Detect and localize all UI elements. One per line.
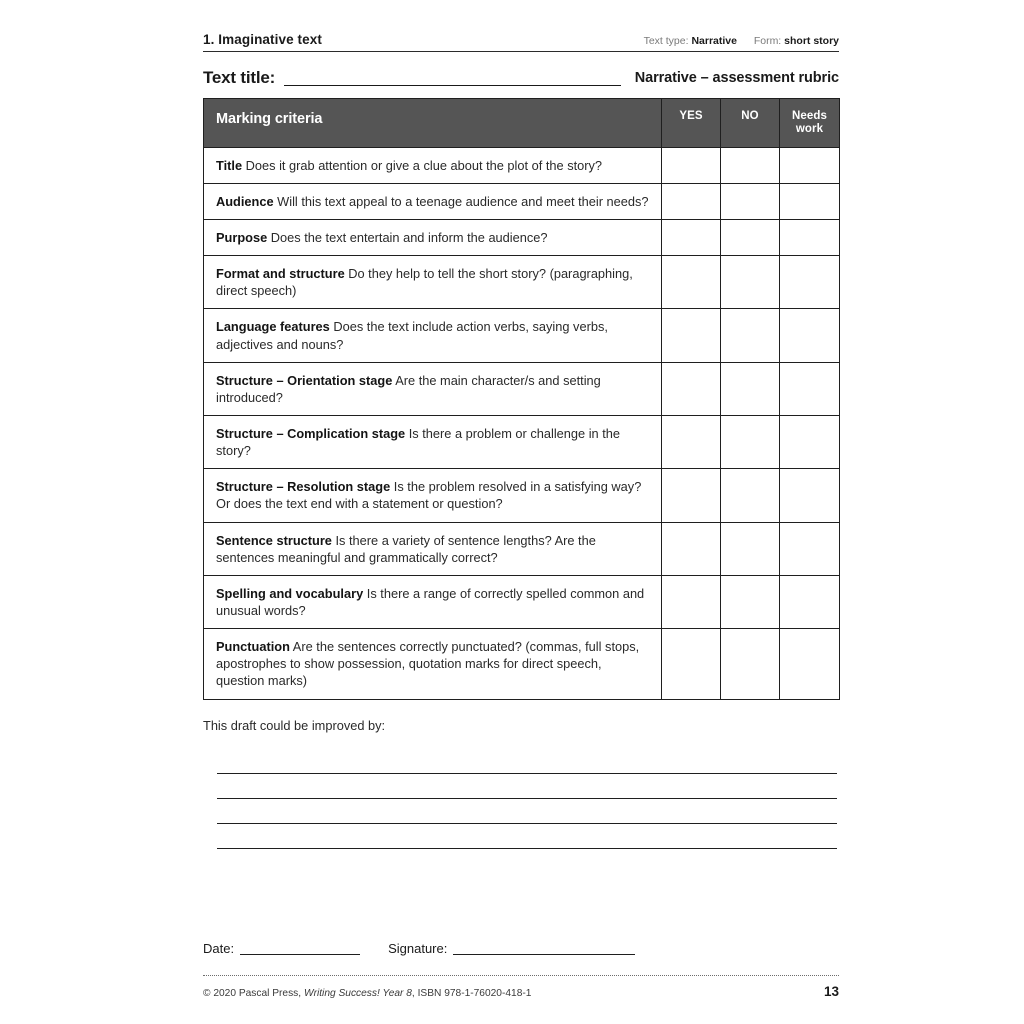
criteria-term: Sentence structure [216, 532, 332, 548]
yes-checkbox-cell[interactable] [662, 220, 721, 256]
signature-input[interactable] [453, 951, 635, 955]
no-checkbox-cell[interactable] [721, 220, 780, 256]
criteria-term: Structure – Orientation stage [216, 372, 393, 388]
no-checkbox-cell[interactable] [721, 147, 780, 183]
criteria-description: Is the problem resolved in a satisfying way? Or does the text end with a statement or question? [216, 479, 642, 512]
column-header-criteria: Marking criteria [204, 99, 662, 148]
worksheet-page [203, 0, 839, 1024]
table-row [204, 575, 840, 628]
copyright-suffix: , ISBN 978-1-76020-418-1 [411, 988, 532, 999]
no-checkbox-cell[interactable] [721, 575, 780, 628]
needs-work-checkbox-cell[interactable] [780, 362, 840, 415]
yes-checkbox-cell[interactable] [662, 362, 721, 415]
table-row [204, 629, 840, 699]
column-header-needs-work [780, 99, 840, 148]
no-checkbox-cell[interactable] [721, 469, 780, 522]
page-footer [203, 975, 839, 999]
needs-work-checkbox-cell[interactable] [780, 416, 840, 469]
text-type-label: Text type: [643, 35, 689, 47]
criteria-description: Are the main character/s and setting introduced? [216, 372, 601, 405]
table-row [204, 362, 840, 415]
date-label: Date: [203, 941, 235, 956]
yes-checkbox-cell[interactable] [662, 575, 721, 628]
criteria-term: Punctuation [216, 639, 290, 655]
criteria-description: Will this text appeal to a teenage audience and meet their needs? [277, 193, 649, 209]
writing-line[interactable] [217, 774, 837, 799]
date-input[interactable] [240, 951, 360, 955]
criteria-cell [204, 416, 662, 469]
criteria-description: Does the text entertain and inform the audience? [270, 230, 548, 246]
footer-row [203, 984, 839, 999]
criteria-description: Do they help to tell the short story? (paragraphing, direct speech) [216, 266, 633, 299]
needs-work-checkbox-cell[interactable] [780, 469, 840, 522]
needs-work-checkbox-cell[interactable] [780, 256, 840, 309]
needs-work-line1: Needs [791, 110, 828, 122]
copyright-text [203, 988, 531, 999]
criteria-cell [204, 575, 662, 628]
table-row [204, 309, 840, 362]
criteria-term: Purpose [216, 230, 268, 246]
writing-line[interactable] [217, 824, 837, 849]
yes-checkbox-cell[interactable] [662, 183, 721, 219]
criteria-description: Is there a problem or challenge in the story? [216, 426, 620, 459]
text-meta [644, 35, 839, 47]
table-row [204, 522, 840, 575]
criteria-description: Is there a range of correctly spelled common and unusual words? [216, 585, 645, 618]
unit-title: 1. Imaginative text [203, 32, 322, 47]
needs-work-checkbox-cell[interactable] [780, 220, 840, 256]
no-checkbox-cell[interactable] [721, 629, 780, 699]
assessment-rubric-table [203, 98, 840, 700]
signoff-row [203, 942, 635, 955]
yes-checkbox-cell[interactable] [662, 629, 721, 699]
table-row [204, 256, 840, 309]
needs-work-checkbox-cell[interactable] [780, 575, 840, 628]
needs-work-checkbox-cell[interactable] [780, 183, 840, 219]
yes-checkbox-cell[interactable] [662, 469, 721, 522]
criteria-cell [204, 183, 662, 219]
writing-line[interactable] [217, 749, 837, 774]
criteria-term: Spelling and vocabulary [216, 585, 364, 601]
text-title-label: Text title: [203, 68, 276, 87]
table-row [204, 147, 840, 183]
criteria-description: Does it grab attention or give a clue about the plot of the story? [245, 157, 603, 173]
footer-divider [203, 975, 839, 976]
criteria-term: Structure – Complication stage [216, 426, 406, 442]
table-body [204, 147, 840, 699]
yes-checkbox-cell[interactable] [662, 147, 721, 183]
improve-lines [217, 749, 839, 849]
no-checkbox-cell[interactable] [721, 362, 780, 415]
needs-work-checkbox-cell[interactable] [780, 147, 840, 183]
form-value: short story [784, 35, 839, 47]
yes-checkbox-cell[interactable] [662, 416, 721, 469]
yes-checkbox-cell[interactable] [662, 256, 721, 309]
needs-work-checkbox-cell[interactable] [780, 309, 840, 362]
criteria-cell [204, 522, 662, 575]
page-number: 13 [823, 984, 839, 999]
criteria-term: Format and structure [216, 266, 345, 282]
criteria-cell [204, 220, 662, 256]
table-row [204, 469, 840, 522]
column-header-no: NO [721, 99, 780, 148]
criteria-term: Title [216, 157, 243, 173]
criteria-term: Language features [216, 319, 330, 335]
text-title-group [203, 69, 621, 86]
criteria-description: Are the sentences correctly punctuated? (commas, full stops, apostrophes to show possession, quotation marks for direct speech, question marks) [216, 639, 640, 689]
criteria-cell [204, 256, 662, 309]
table-header-row [204, 99, 840, 148]
no-checkbox-cell[interactable] [721, 522, 780, 575]
criteria-description: Is there a variety of sentence lengths? Are the sentences meaningful and grammatically correct? [216, 532, 596, 565]
needs-work-line2: work [795, 122, 824, 135]
text-title-row [203, 69, 839, 86]
text-title-input[interactable] [284, 82, 621, 86]
no-checkbox-cell[interactable] [721, 183, 780, 219]
criteria-term: Audience [216, 193, 274, 209]
criteria-description: Does the text include action verbs, saying verbs, adjectives and nouns? [216, 319, 608, 352]
copyright-prefix: © 2020 Pascal Press, [203, 988, 304, 999]
signature-label: Signature: [388, 941, 448, 956]
criteria-term: Structure – Resolution stage [216, 479, 391, 495]
table-row [204, 183, 840, 219]
text-type-value: Narrative [691, 35, 737, 47]
table-row [204, 416, 840, 469]
improve-label: This draft could be improved by: [203, 717, 386, 733]
criteria-cell [204, 362, 662, 415]
publication-title: Writing Success! Year 8 [303, 988, 412, 999]
no-checkbox-cell[interactable] [721, 309, 780, 362]
form-label: Form: [753, 35, 782, 47]
column-header-yes: YES [662, 99, 721, 148]
writing-line[interactable] [217, 799, 837, 824]
criteria-cell [204, 147, 662, 183]
table-row [204, 220, 840, 256]
yes-checkbox-cell[interactable] [662, 309, 721, 362]
rubric-title: Narrative – assessment rubric [634, 69, 839, 86]
criteria-cell [204, 469, 662, 522]
criteria-cell [204, 629, 662, 699]
needs-work-checkbox-cell[interactable] [780, 522, 840, 575]
no-checkbox-cell[interactable] [721, 256, 780, 309]
yes-checkbox-cell[interactable] [662, 522, 721, 575]
needs-work-checkbox-cell[interactable] [780, 629, 840, 699]
criteria-cell [204, 309, 662, 362]
no-checkbox-cell[interactable] [721, 416, 780, 469]
page-header [203, 0, 839, 52]
